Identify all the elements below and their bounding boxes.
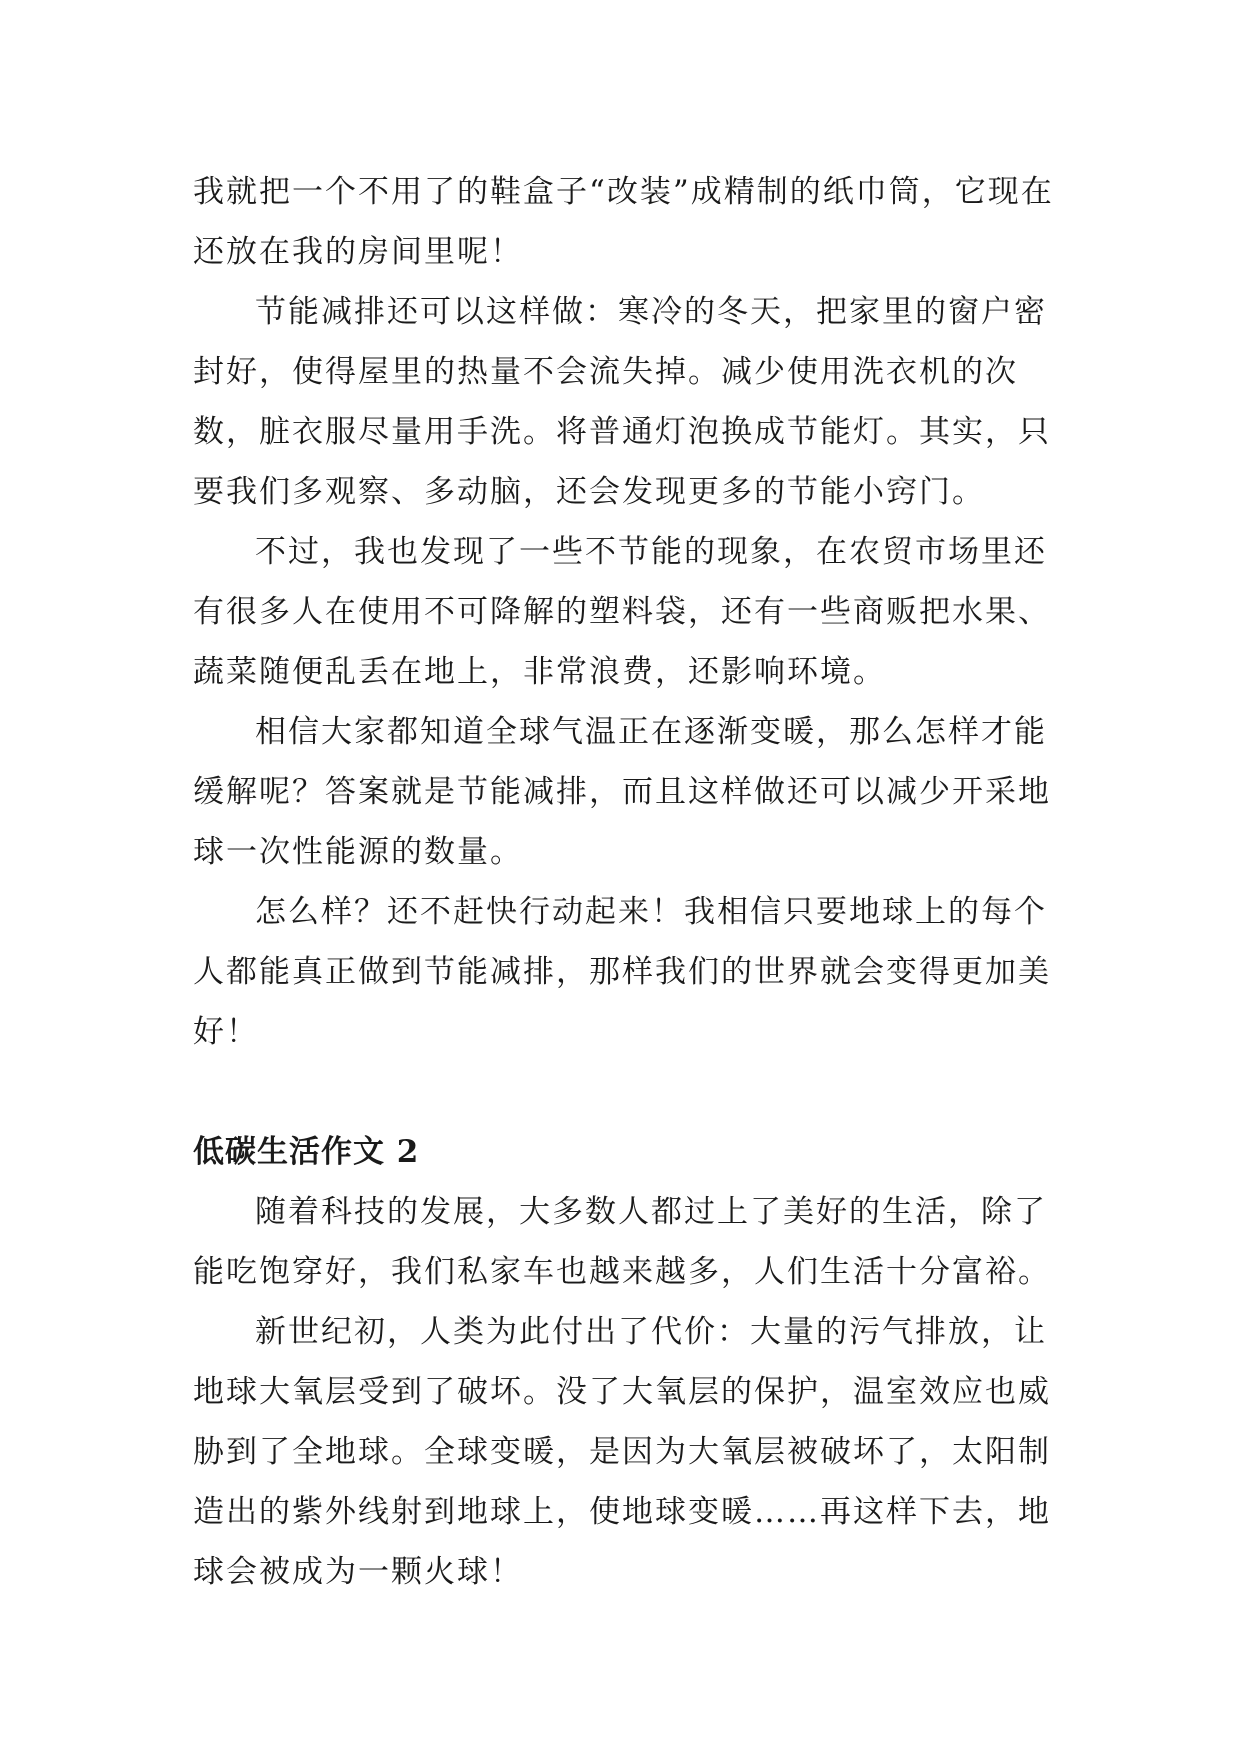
document-body [193,162,1059,1602]
paragraph-shoebox: 我就把一个不用了的鞋盒子“改装”成精制的纸巾筒，它现在还放在我的房间里呢！ [193,174,1054,270]
paragraph-global-warming: 相信大家都知道全球气温正在逐渐变暖，那么怎样才能缓解呢？答案就是节能减排，而且这样做还可以减少开采地球一次性能源的数量。 [193,714,1051,870]
paragraph-wasteful-phenomena: 不过，我也发现了一些不节能的现象，在农贸市场里还有很多人在使用不可降解的塑料袋，还有一些商贩把水果、蔬菜随便乱丢在地上，非常浪费，还影响环境。 [193,534,1051,690]
paragraph-call-to-action: 怎么样？还不赶快行动起来！我相信只要地球上的每个人都能真正做到节能减排，那样我们的世界就会变得更加美好！ [193,894,1051,1050]
paragraph-new-century: 新世纪初，人类为此付出了代价：大量的污气排放，让地球大氧层受到了破坏。没了大氧层的保护，温室效应也威胁到了全地球。全球变暖，是因为大氧层被破坏了，太阳制造出的紫外线射到地球上，使地球变暖……再这样下去，地球会被成为一颗火球！ [193,1314,1051,1590]
paragraph-energy-saving-tips: 节能减排还可以这样做：寒冷的冬天，把家里的窗户密封好，使得屋里的热量不会流失掉。减少使用洗衣机的次数，脏衣服尽量用手洗。将普通灯泡换成节能灯。其实，只要我们多观察、多动脑，还会发现更多的节能小窍门。 [193,294,1051,510]
paragraph-technology: 随着科技的发展，大多数人都过上了美好的生活，除了能吃饱穿好，我们私家车也越来越多，人们生活十分富裕。 [193,1194,1051,1290]
section-title: 低碳生活作文 2 [193,1134,420,1170]
